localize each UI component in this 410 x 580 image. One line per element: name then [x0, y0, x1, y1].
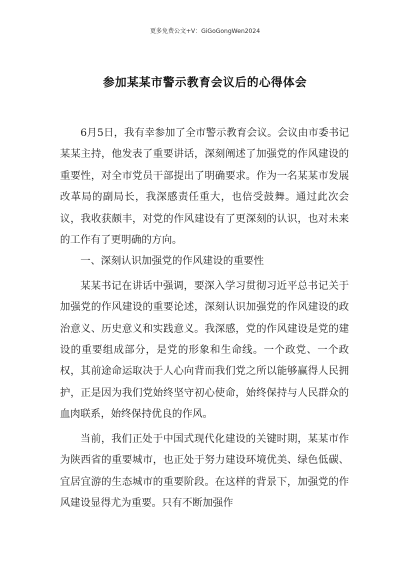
paragraph: 当前，我们正处于中国式现代化建设的关键时期，某某市作为陕西省的重要城市，也正处于努力建设环境优美、绿色低碳、宜居宜游的生态城市的重要阶段。在这样的背景下，加强党的作风建设显得尤为重要。只有不断加强作 [60, 433, 349, 509]
paragraph: 6月5日，我有幸参加了全市警示教育会议。会议由市委书记某某主持，他发表了重要讲话，深刻阐述了加强党的作风建设的重要性，对全市党员干部提出了明确要求。作为一名某某市发展改革局的副局长，我深感责任重大，也倍受鼓舞。通过此次会议，我收获颇丰，对党的作风建设有了更深刻的认识，也对未来的工作有了更明确的方向。 [60, 128, 349, 247]
document-title: 参加某某市警示教育会议后的心得体会 [103, 75, 307, 89]
header-note: 更多免费公文+V：GiGoGongWen2024 [149, 28, 261, 35]
paragraph: 某某书记在讲话中强调，要深入学习贯彻习近平总书记关于加强党的作风建设的重要论述，深刻认识加强党的作风建设的政治意义、历史意义和实践意义。我深感，党的作风建设是党的建设的重要组成部分，是党的形象和生命线。一个政党、一个政权，其前途命运取决于人心向背而我们党之所以能够赢得人民拥护，正是因为我们党始终坚守初心使命，始终保持与人民群众的血肉联系，始终保持优良的作风。 [60, 280, 349, 421]
section-heading: 一、深刻认识加强党的作风建设的重要性 [80, 256, 264, 268]
document-body [60, 123, 349, 514]
